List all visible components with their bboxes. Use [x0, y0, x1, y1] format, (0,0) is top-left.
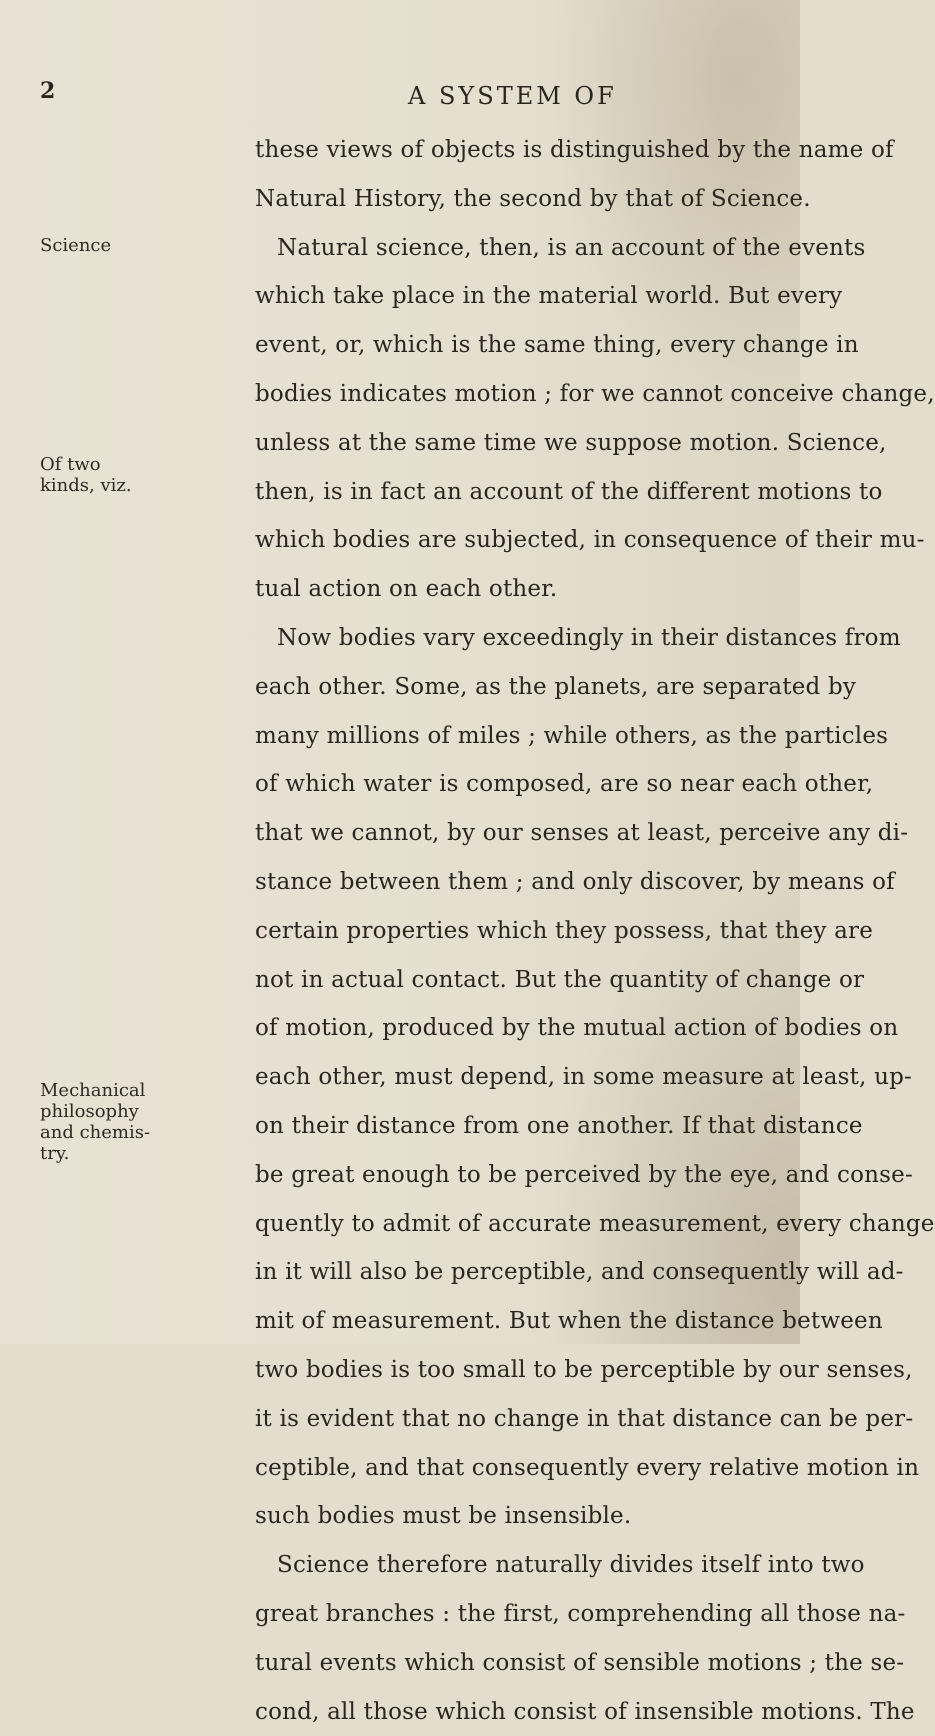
- text-line: be great enough to be perceived by the eye, and conse-: [255, 1151, 765, 1200]
- text-line: Now bodies vary exceedingly in their distances from: [255, 614, 765, 663]
- text-line: tual action on each other.: [255, 565, 765, 614]
- text-line: great branches : the first, comprehending all those na-: [255, 1590, 765, 1639]
- margin-note-line: philosophy: [40, 1101, 150, 1122]
- margin-note-science: [40, 235, 111, 256]
- text-line: not in actual contact. But the quantity of change or: [255, 956, 765, 1005]
- running-head: A SYSTEM OF: [408, 82, 617, 110]
- text-line: of motion, produced by the mutual action of bodies on: [255, 1004, 765, 1053]
- text-line: certain properties which they possess, that they are: [255, 907, 765, 956]
- text-line: mit of measurement. But when the distance between: [255, 1297, 765, 1346]
- text-line: that we cannot, by our senses at least, perceive any di-: [255, 809, 765, 858]
- margin-note-line: Mechanical: [40, 1080, 150, 1101]
- page-number: 2: [40, 78, 55, 104]
- text-line: Natural History, the second by that of Science.: [255, 175, 765, 224]
- text-line: Science therefore naturally divides itself into two: [255, 1541, 765, 1590]
- text-line: two bodies is too small to be perceptible by our senses,: [255, 1346, 765, 1395]
- text-line: tural events which consist of sensible motions ; the se-: [255, 1639, 765, 1688]
- text-line: it is evident that no change in that distance can be per-: [255, 1395, 765, 1444]
- body-text: [255, 126, 765, 1736]
- text-line: quently to admit of accurate measurement, every change: [255, 1200, 765, 1249]
- text-line: which bodies are subjected, in consequence of their mu-: [255, 516, 765, 565]
- margin-note-line: and chemis-: [40, 1122, 150, 1143]
- margin-note-line: try.: [40, 1143, 150, 1164]
- text-line: unless at the same time we suppose motion. Science,: [255, 419, 765, 468]
- text-line: on their distance from one another. If that distance: [255, 1102, 765, 1151]
- text-line: which take place in the material world. But every: [255, 272, 765, 321]
- text-line: such bodies must be insensible.: [255, 1492, 765, 1541]
- text-line: event, or, which is the same thing, every change in: [255, 321, 765, 370]
- margin-note-mechanical-philosophy: [40, 1080, 150, 1164]
- text-line: many millions of miles ; while others, as the particles: [255, 712, 765, 761]
- text-line: cond, all those which consist of insensible motions. The: [255, 1688, 765, 1736]
- margin-note-line: Science: [40, 235, 111, 256]
- text-line: these views of objects is distinguished by the name of: [255, 126, 765, 175]
- text-line: stance between them ; and only discover, by means of: [255, 858, 765, 907]
- text-line: in it will also be perceptible, and consequently will ad-: [255, 1248, 765, 1297]
- text-line: bodies indicates motion ; for we cannot conceive change,: [255, 370, 765, 419]
- margin-note-line: Of two: [40, 454, 132, 475]
- margin-note-two-kinds: [40, 454, 132, 496]
- text-line: of which water is composed, are so near each other,: [255, 760, 765, 809]
- text-line: then, is in fact an account of the different motions to: [255, 468, 765, 517]
- margin-note-line: kinds, viz.: [40, 475, 132, 496]
- text-line: ceptible, and that consequently every relative motion in: [255, 1444, 765, 1493]
- text-line: each other. Some, as the planets, are separated by: [255, 663, 765, 712]
- text-line: Natural science, then, is an account of the events: [255, 224, 765, 273]
- text-line: each other, must depend, in some measure at least, up-: [255, 1053, 765, 1102]
